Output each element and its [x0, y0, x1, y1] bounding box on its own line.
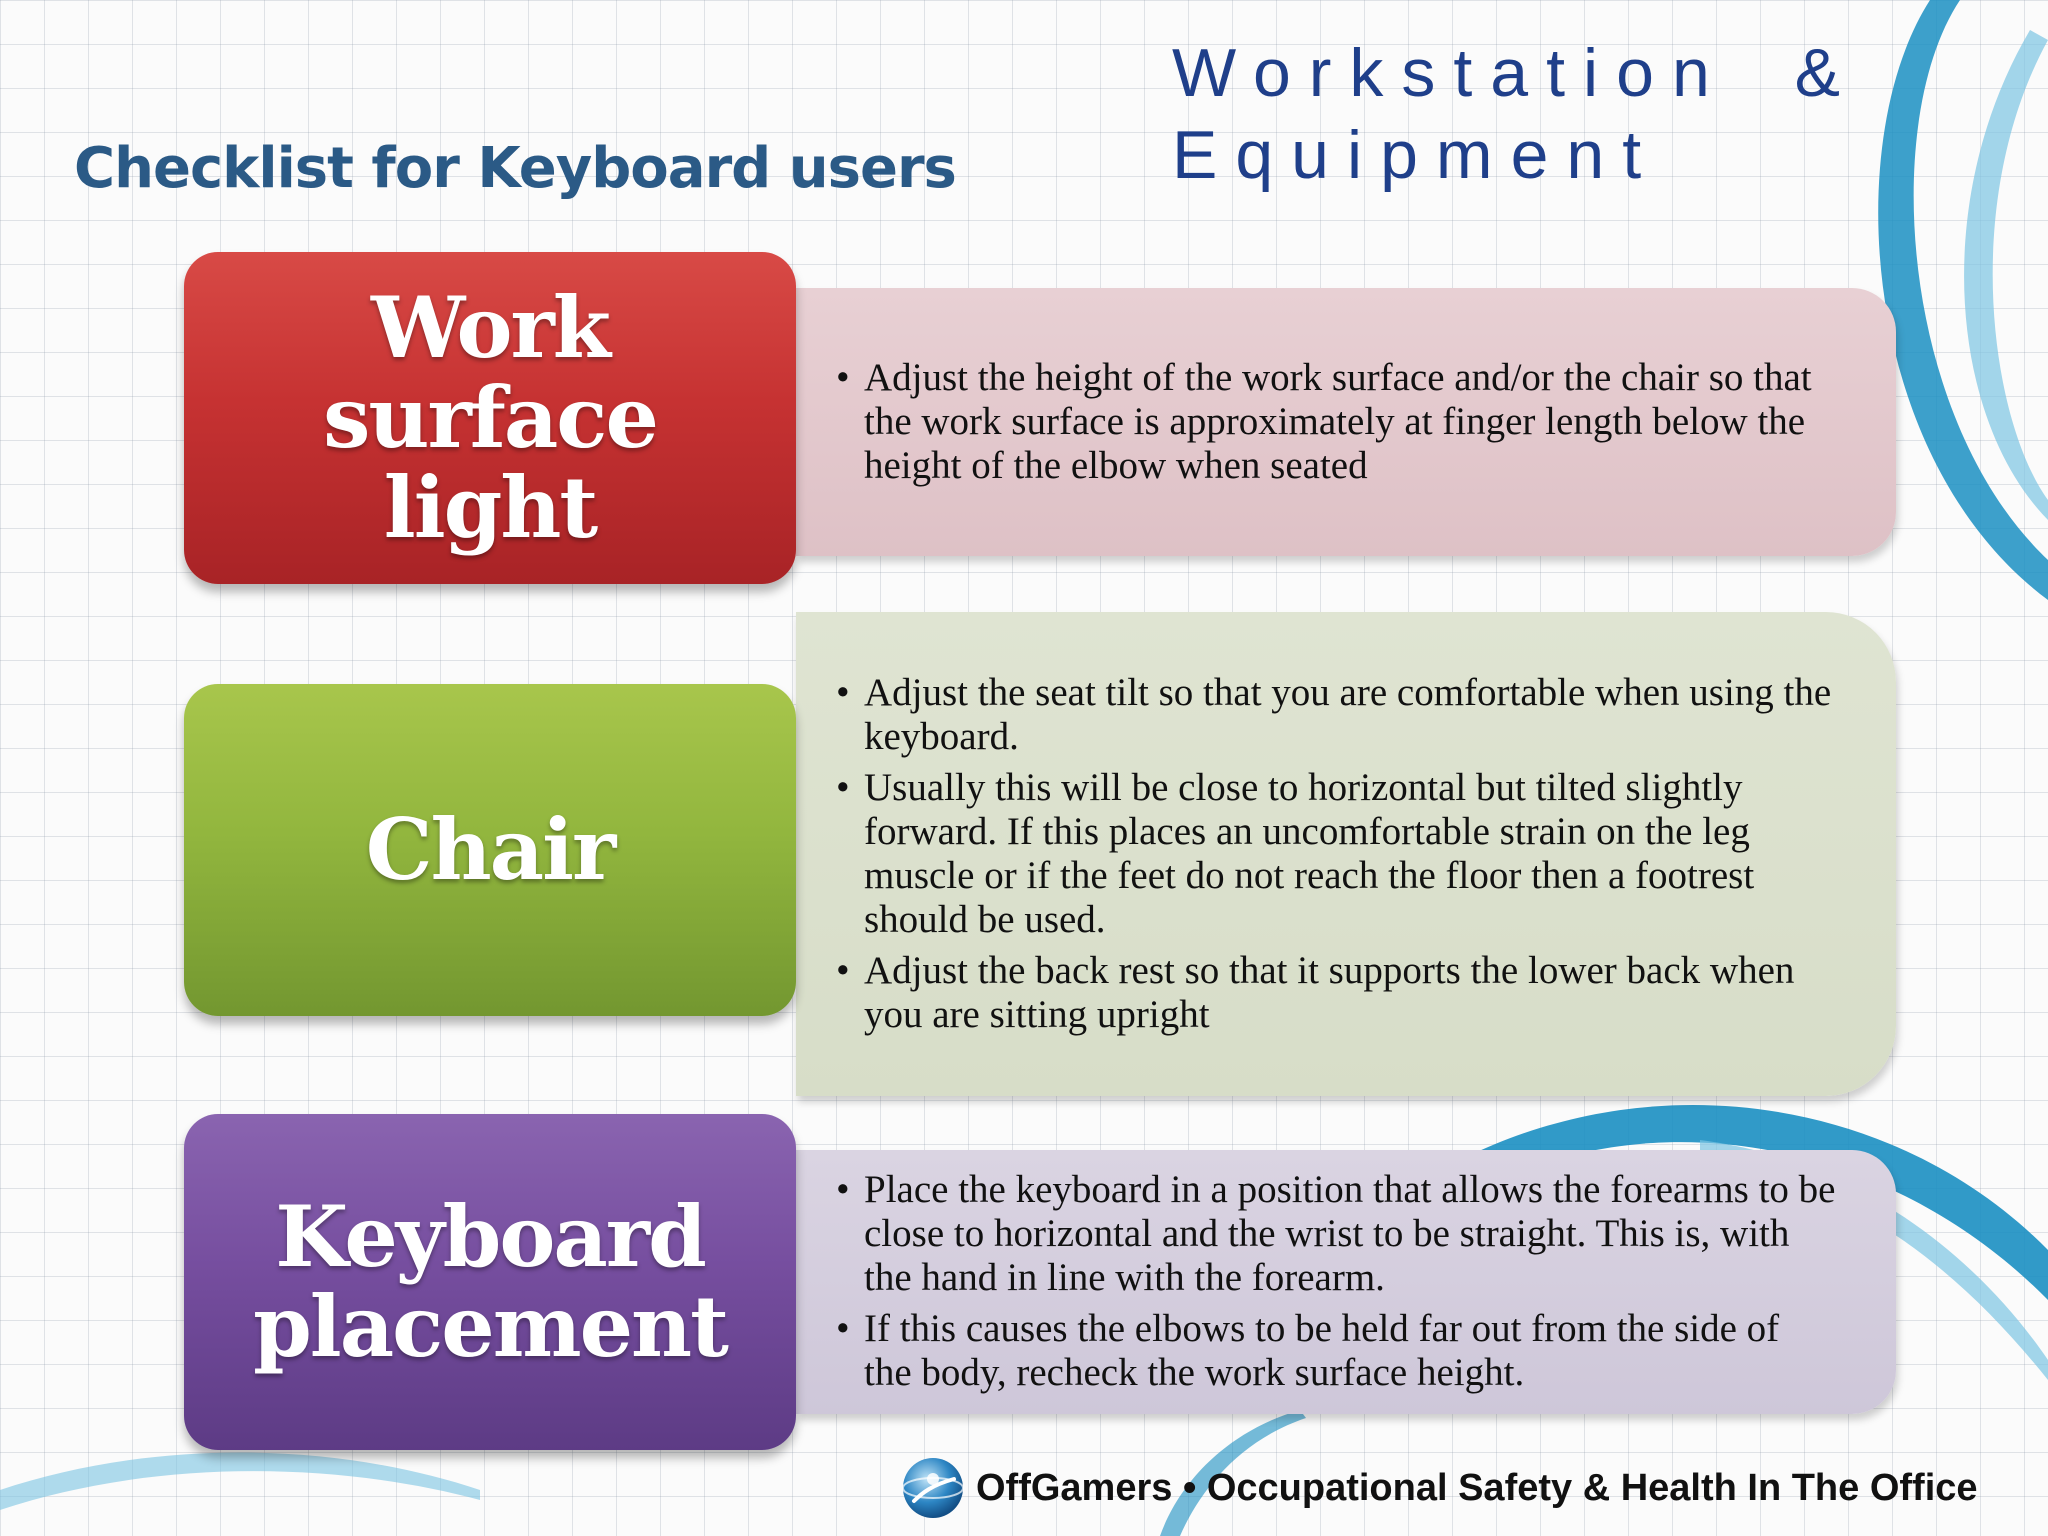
row-label: Chair — [365, 800, 615, 899]
checklist-row-work-surface — [184, 252, 1896, 592]
row-label-box — [184, 684, 796, 1016]
bullet-item: • Adjust the height of the work surface and/or the chair so that the work surface is approximately at finger length below the height of the elbow when seated — [836, 356, 1836, 488]
checklist-row-chair — [184, 612, 1896, 1102]
checklist-row-keyboard-placement — [184, 1114, 1896, 1454]
globe-logo-icon — [900, 1455, 966, 1521]
corner-title — [1172, 32, 2032, 196]
row-description — [796, 288, 1896, 556]
corner-title-line-1: Workstation & — [1172, 35, 1859, 111]
bullet-item: • Adjust the seat tilt so that you are comfortable when using the keyboard. — [836, 671, 1836, 759]
bullet-item: • If this causes the elbows to be held far out from the side of the body, recheck the work surface height. — [836, 1307, 1836, 1395]
row-description — [796, 612, 1896, 1096]
bullet-item: • Usually this will be close to horizontal but tilted slightly forward. If this places an uncomfortable strain on the leg muscle or if the feet do not reach the floor then a footrest should be used. — [836, 766, 1836, 942]
bullet-item: • Place the keyboard in a position that allows the forearms to be close to horizontal and the wrist to be straight. This is, with the hand in line with the forearm. — [836, 1168, 1836, 1300]
footer-text: OffGamers • Occupational Safety & Health In The Office — [976, 1466, 1978, 1509]
corner-title-line-2: Equipment — [1172, 117, 1660, 193]
row-label: Work surface light — [323, 278, 657, 557]
row-label: Keyboard placement — [253, 1187, 727, 1376]
row-description — [796, 1150, 1896, 1414]
footer — [900, 1456, 1978, 1520]
bullet-item: • Adjust the back rest so that it supports the lower back when you are sitting upright — [836, 949, 1836, 1037]
page-title: Checklist for Keyboard users — [74, 136, 956, 201]
row-label-box — [184, 252, 796, 584]
row-label-box — [184, 1114, 796, 1450]
